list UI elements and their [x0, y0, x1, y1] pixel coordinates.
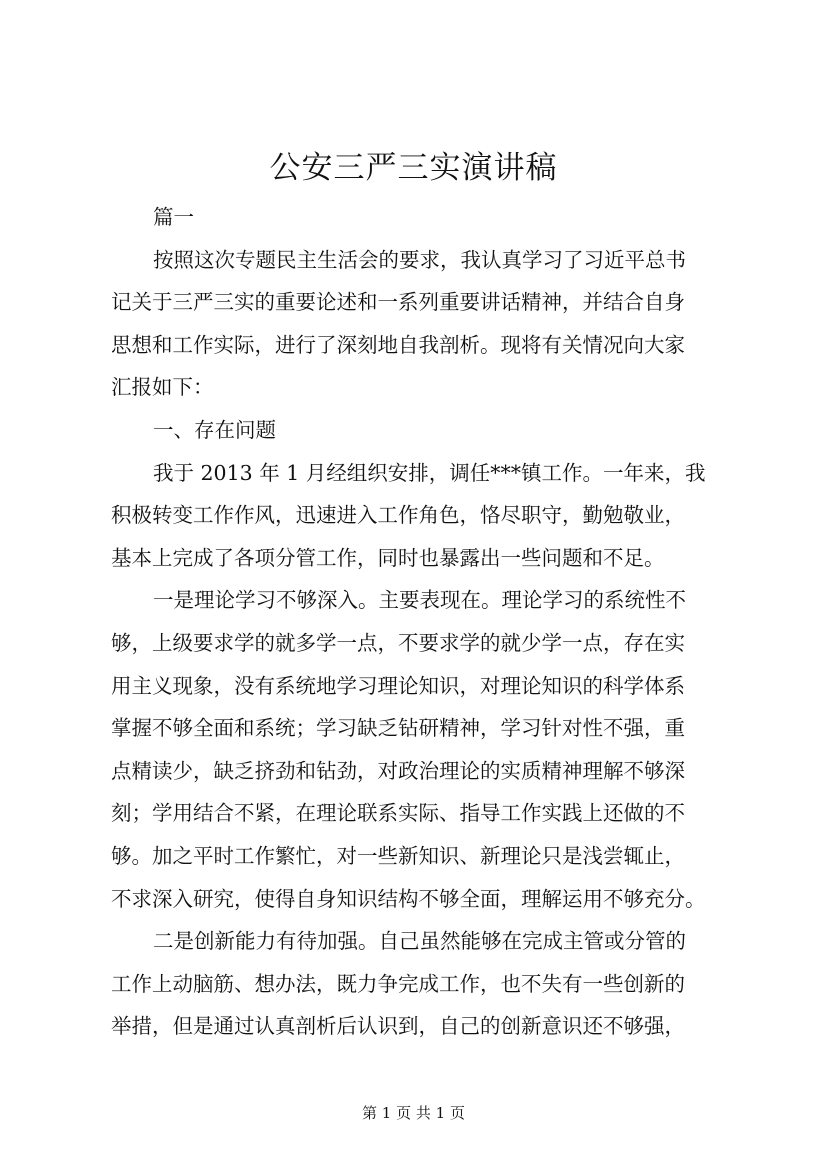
- paragraph-line: 够。加之平时工作繁忙，对一些新知识、新理论只是浅尝辄止，: [111, 843, 685, 868]
- paragraph-line: 不求深入研究，使得自身知识结构不够全面，理解运用不够充分。: [111, 886, 706, 911]
- paragraph-line: 我于 2013 年 1 月经组织安排，调任***镇工作。一年来，我: [153, 460, 706, 485]
- paragraph-line: 工作上动脑筋、想办法，既力争完成工作，也不失有一些创新的: [111, 971, 685, 996]
- paragraph-line: 基本上完成了各项分管工作，同时也暴露出一些问题和不足。: [111, 545, 665, 570]
- paragraph-line: 用主义现象，没有系统地学习理论知识，对理论知识的科学体系: [111, 673, 685, 698]
- document-title: 公安三严三实演讲稿: [269, 150, 558, 186]
- paragraph-line: 够，上级要求学的就多学一点，不要求学的就少学一点，存在实: [111, 630, 685, 655]
- paragraph-line: 掌握不够全面和系统；学习缺乏钻研精神，学习针对性不强，重: [111, 716, 685, 741]
- paragraph-line: 记关于三严三实的重要论述和一系列重要讲话精神，并结合自身: [111, 290, 685, 315]
- paragraph-line: 一是理论学习不够深入。主要表现在。理论学习的系统性不: [153, 588, 686, 613]
- page-footer: 第 1 页 共 1 页: [362, 1104, 465, 1122]
- paragraph-line: 按照这次专题民主生活会的要求，我认真学习了习近平总书: [153, 247, 686, 272]
- paragraph-line: 汇报如下：: [111, 375, 214, 400]
- section-label: 篇一: [153, 205, 194, 229]
- paragraph-line: 积极转变工作作风，迅速进入工作角色，恪尽职守，勤勉敬业，: [111, 503, 685, 528]
- paragraph-line: 举措，但是通过认真剖析后认识到，自己的创新意识还不够强，: [111, 1014, 685, 1039]
- section-heading: 一、存在问题: [153, 417, 276, 442]
- paragraph-line: 刻；学用结合不紧，在理论联系实际、指导工作实践上还做的不: [111, 801, 685, 826]
- document-body: [111, 196, 731, 1048]
- paragraph-line: 思想和工作实际，进行了深刻地自我剖析。现将有关情况向大家: [111, 332, 685, 357]
- paragraph-line: 二是创新能力有待加强。自己虽然能够在完成主管或分管的: [153, 929, 686, 954]
- paragraph-line: 点精读少，缺乏挤劲和钻劲，对政治理论的实质精神理解不够深: [111, 758, 685, 783]
